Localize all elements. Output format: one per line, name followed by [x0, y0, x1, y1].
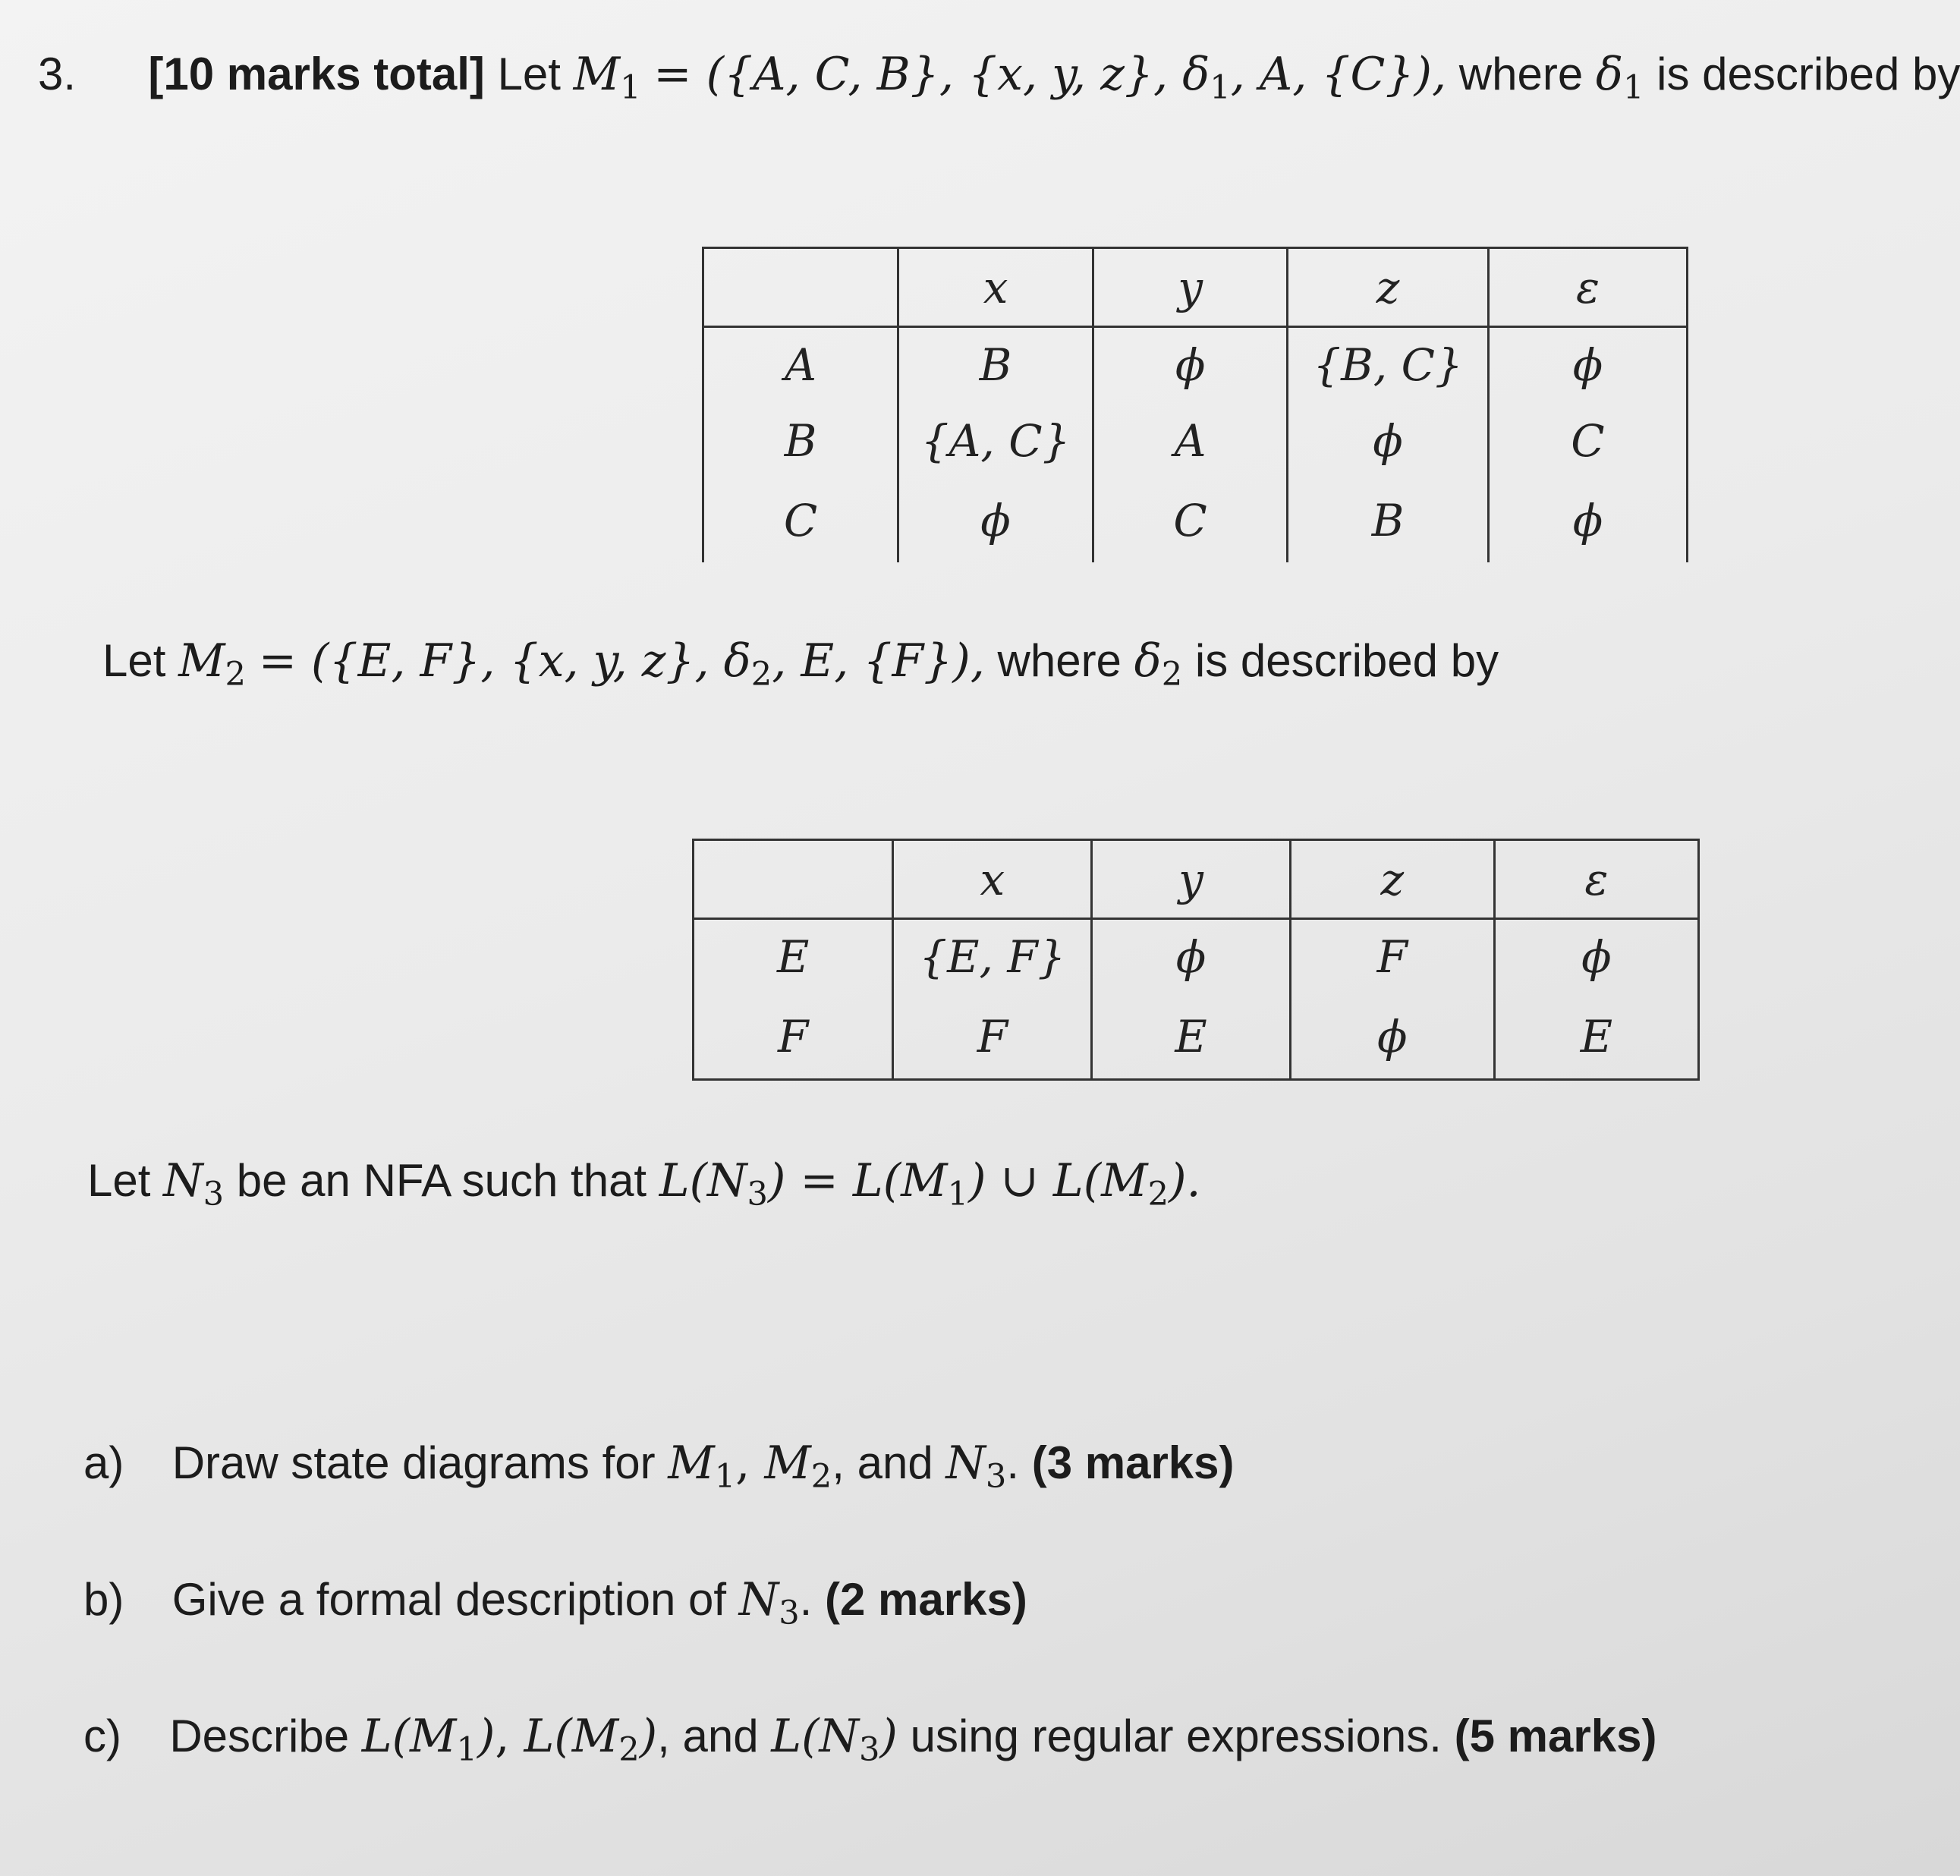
n3-symbol: $N_3$	[163, 1154, 225, 1214]
delta1-subscript: 1	[1210, 69, 1231, 108]
transition-table-m1	[702, 247, 1688, 562]
table-row	[694, 919, 1699, 995]
m1-symbol: $M_1$	[573, 48, 641, 108]
question-c-text-after: using regular expressions.	[910, 1711, 1442, 1761]
transition-table-m2	[692, 839, 1700, 1081]
m2-tuple-tail: , E, {F}),	[772, 634, 985, 688]
table1-cell: B	[1288, 479, 1489, 562]
delta2-subscript: 2	[750, 656, 772, 694]
question-b	[83, 1572, 1027, 1633]
table2-cell: ϕ	[1092, 919, 1290, 995]
question-c-and: , and	[657, 1711, 759, 1761]
question-b-label: b)	[83, 1574, 124, 1625]
question-a-marks: (3 marks)	[1031, 1437, 1235, 1488]
table1-header-cell: z	[1288, 248, 1489, 327]
table-row	[694, 995, 1699, 1080]
table1-cell: ϕ	[1093, 327, 1288, 403]
table-row	[703, 327, 1688, 403]
table2-cell: F	[694, 995, 893, 1080]
table2-header-cell: z	[1290, 840, 1494, 919]
question-c-languages: $L(M_1)$, $L(M_2)$	[361, 1710, 658, 1770]
table1-cell: ϕ	[1489, 327, 1688, 403]
n3-definition	[87, 1154, 1201, 1214]
table1-header-cell: ε	[1489, 248, 1688, 327]
table1-cell: A	[1093, 403, 1288, 479]
table1-cell: {A, C}	[898, 403, 1093, 479]
table1-cell: B	[703, 403, 898, 479]
question-a-period: .	[1006, 1437, 1020, 1488]
n3-let: Let	[87, 1155, 151, 1206]
table1-cell: ϕ	[1288, 403, 1489, 479]
question-a-and: , and	[832, 1437, 933, 1488]
m1-tuple: = ({A, C, B}, {x, y, z}, δ	[653, 48, 1210, 101]
question-b-marks: (2 marks)	[825, 1574, 1027, 1625]
question-b-period: .	[799, 1574, 813, 1625]
table1-header-cell: y	[1093, 248, 1288, 327]
m2-where: where	[997, 635, 1122, 686]
table1-header-cell: x	[898, 248, 1093, 327]
table2-header-row	[694, 840, 1699, 919]
table1-cell: C	[1093, 479, 1288, 562]
problem-number: 3.	[38, 49, 77, 99]
n3-be-text: be an NFA such that	[236, 1155, 647, 1206]
question-c-ln3: $L(N_3)$	[771, 1710, 898, 1770]
question-c-label: c)	[83, 1711, 121, 1761]
question-c	[83, 1709, 1657, 1770]
table2-cell: F	[1290, 919, 1494, 995]
table1-cell: A	[703, 327, 898, 403]
table2-cell: {E, F}	[893, 919, 1092, 995]
question-a-n3: $N_3$	[945, 1437, 1007, 1497]
delta1-symbol: $\delta_1$	[1595, 48, 1644, 108]
intro-let: Let	[497, 49, 561, 99]
table2-cell: E	[1092, 995, 1290, 1080]
table1-cell: C	[703, 479, 898, 562]
table1-cell: {B, C}	[1288, 327, 1489, 403]
question-a-machines: $M_1$, $M_2$	[668, 1437, 832, 1497]
where-word: where	[1458, 49, 1584, 99]
problem-header	[38, 47, 1960, 108]
question-b-text: Give a formal description of	[171, 1574, 727, 1625]
question-a-label: a)	[83, 1437, 124, 1488]
table2-cell: E	[1494, 995, 1698, 1080]
table1-cell: C	[1489, 403, 1688, 479]
question-c-marks: (5 marks)	[1454, 1711, 1657, 1761]
described-by: is described by	[1656, 49, 1960, 99]
table2-header-cell: ε	[1494, 840, 1698, 919]
m2-definition	[102, 634, 1499, 694]
m1-tuple-tail: , A, {C}),	[1230, 48, 1447, 101]
question-a-text: Draw state diagrams for	[171, 1437, 656, 1488]
m2-tuple: = ({E, F}, {x, y, z}, δ	[258, 634, 751, 688]
n3-language-equation: $L(N_3) = L(M_1)$ ∪ $L(M_2)$.	[659, 1154, 1201, 1214]
table2-header-cell: y	[1092, 840, 1290, 919]
table2-cell: ϕ	[1290, 995, 1494, 1080]
m2-let: Let	[102, 635, 166, 686]
table2-header-cell: x	[893, 840, 1092, 919]
table-row	[703, 479, 1688, 562]
table1-header-row	[703, 248, 1688, 327]
table2-cell: ϕ	[1494, 919, 1698, 995]
table1-cell: B	[898, 327, 1093, 403]
table2-header-cell	[694, 840, 893, 919]
delta2-symbol: $\delta_2$	[1134, 634, 1183, 694]
m2-symbol: $M_2$	[178, 634, 247, 694]
question-a	[83, 1436, 1235, 1497]
table1-cell: ϕ	[898, 479, 1093, 562]
question-b-n3: $N_3$	[738, 1573, 800, 1633]
table2-cell: E	[694, 919, 893, 995]
table1-cell: ϕ	[1489, 479, 1688, 562]
question-c-text: Describe	[169, 1711, 350, 1761]
m2-described: is described by	[1194, 635, 1499, 686]
marks-total: [10 marks total]	[148, 49, 485, 99]
table2-cell: F	[893, 995, 1092, 1080]
table1-header-cell	[703, 248, 898, 327]
table-row	[703, 403, 1688, 479]
